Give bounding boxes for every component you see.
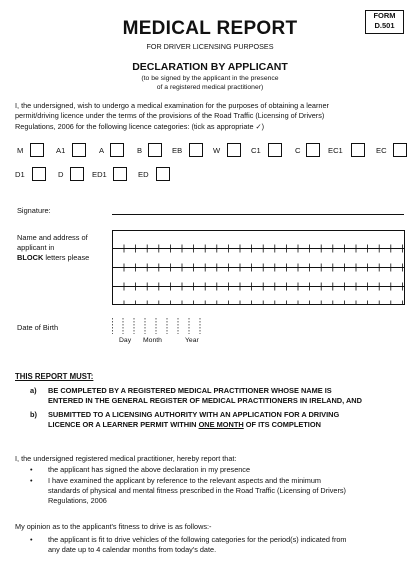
category-label-a1: A1 [56, 146, 66, 155]
item-b-one-month: ONE MONTH [198, 420, 244, 430]
signature-label: Signature: [17, 206, 51, 215]
opinion-bullet1 [48, 535, 413, 555]
category-checkbox-a1[interactable] [72, 143, 86, 157]
category-checkbox-ec[interactable] [393, 143, 407, 157]
item-b-text [48, 410, 413, 430]
item-a-line2: ENTERED IN THE GENERAL REGISTER OF MEDICAL PRACTITIONERS IN IRELAND, AND [48, 396, 362, 406]
item-b-letter: b) [30, 410, 37, 419]
intro-line2: permit/driving licence under the terms of the provisions of the Road Traffic (Licensing of Drivers) [15, 111, 325, 121]
opinion-bullet1-line1: the applicant is fit to drive vehicles of the following categories for the period(s) indicated from [48, 535, 347, 544]
name-label-line3 [17, 253, 89, 263]
intro-line3: Regulations, 2006 for the following licence categories: (tick as appropriate ✓) [15, 121, 265, 131]
item-a-text [48, 386, 413, 406]
dob-day-label: Day [119, 337, 132, 344]
practitioner-bullet2-line2: standards of physical and mental fitness prescribed in the Road Traffic (Licensing of Drivers) [48, 486, 346, 495]
page-title: MEDICAL REPORT [122, 18, 298, 39]
block-letters-grid[interactable] [112, 230, 405, 305]
category-label-c: C [295, 146, 301, 155]
category-checkbox-eb[interactable] [189, 143, 203, 157]
dob-month-label: Month [143, 337, 162, 344]
declaration-intro [15, 101, 410, 132]
declaration-title: DECLARATION BY APPLICANT [132, 61, 288, 73]
category-checkbox-d1[interactable] [32, 167, 46, 181]
item-a-line1: BE COMPLETED BY A REGISTERED MEDICAL PRACTITIONER WHOSE NAME IS [48, 386, 332, 395]
category-label-d1: D1 [15, 170, 25, 179]
practitioner-bullet1: the applicant has signed the above declaration in my presence [48, 465, 251, 474]
category-label-w: W [213, 146, 221, 155]
item-b-line2 [48, 420, 413, 430]
report-must-heading: THIS REPORT MUST: [15, 372, 94, 381]
name-label-line2: applicant in [17, 243, 55, 252]
practitioner-bullet2-dot: • [30, 476, 33, 485]
dob-year-label: Year [185, 337, 199, 344]
category-label-m: M [17, 146, 24, 155]
item-b-line2-pre: LICENCE OR A LEARNER PERMIT WITHIN [48, 420, 199, 430]
declaration-sub-line1: (to be signed by the applicant in the presence [141, 75, 279, 82]
opinion-bullet1-dot: • [30, 535, 33, 544]
declaration-subtitle [0, 74, 420, 92]
category-label-ed1: ED1 [92, 170, 107, 179]
item-a-letter: a) [30, 386, 37, 395]
page-subtitle: FOR DRIVER LICENSING PURPOSES [146, 42, 274, 51]
category-label-d: D [58, 170, 64, 179]
declaration-sub-line2: of a registered medical practitioner) [156, 84, 264, 91]
practitioner-bullet2-line1: I have examined the applicant by reference to the relevant aspects and the minimum [48, 476, 321, 485]
opinion-bullet1-line2: any date up to 4 calendar months from today's date. [48, 545, 217, 554]
category-checkbox-m[interactable] [30, 143, 44, 157]
category-label-ec1: EC1 [328, 146, 343, 155]
category-checkbox-c[interactable] [306, 143, 320, 157]
form-code-line2: D.501 [374, 21, 395, 30]
practitioner-bullet2-line3: Regulations, 2006 [48, 496, 107, 505]
item-b-line2-post: OF ITS COMPLETION [243, 420, 321, 430]
category-checkbox-d[interactable] [70, 167, 84, 181]
name-address-label [17, 233, 89, 263]
opinion-intro: My opinion as to the applicant's fitness to drive is as follows:- [15, 522, 212, 531]
signature-line[interactable] [112, 214, 404, 215]
form-code-line1: FORM [373, 11, 396, 20]
practitioner-intro: I, the undersigned registered medical practitioner, hereby report that: [15, 454, 237, 463]
category-label-a: A [99, 146, 105, 155]
category-label-eb: EB [172, 146, 183, 155]
category-checkbox-w[interactable] [227, 143, 241, 157]
category-checkbox-ec1[interactable] [351, 143, 365, 157]
category-checkbox-ed1[interactable] [113, 167, 127, 181]
dob-label: Date of Birth [17, 323, 59, 332]
name-label-line1: Name and address of [17, 233, 88, 242]
category-label-c1: C1 [251, 146, 261, 155]
category-checkbox-a[interactable] [110, 143, 124, 157]
category-label-b: B [137, 146, 143, 155]
category-checkbox-b[interactable] [148, 143, 162, 157]
practitioner-bullet1-dot: • [30, 465, 33, 474]
category-checkbox-c1[interactable] [268, 143, 282, 157]
form-code-box [365, 10, 404, 34]
name-label-bold: BLOCK [17, 253, 44, 262]
practitioner-bullet2 [48, 476, 413, 506]
name-label-rest: letters please [43, 253, 90, 262]
item-b-line1: SUBMITTED TO A LICENSING AUTHORITY WITH AN APPLICATION FOR A DRIVING [48, 410, 340, 419]
category-checkbox-ed[interactable] [156, 167, 170, 181]
category-label-ec: EC [376, 146, 387, 155]
category-label-ed: ED [138, 170, 149, 179]
dob-boxes[interactable] [112, 318, 207, 336]
intro-line1: I, the undersigned, wish to undergo a medical examination for the purposes of obtaining a learner [15, 101, 329, 110]
